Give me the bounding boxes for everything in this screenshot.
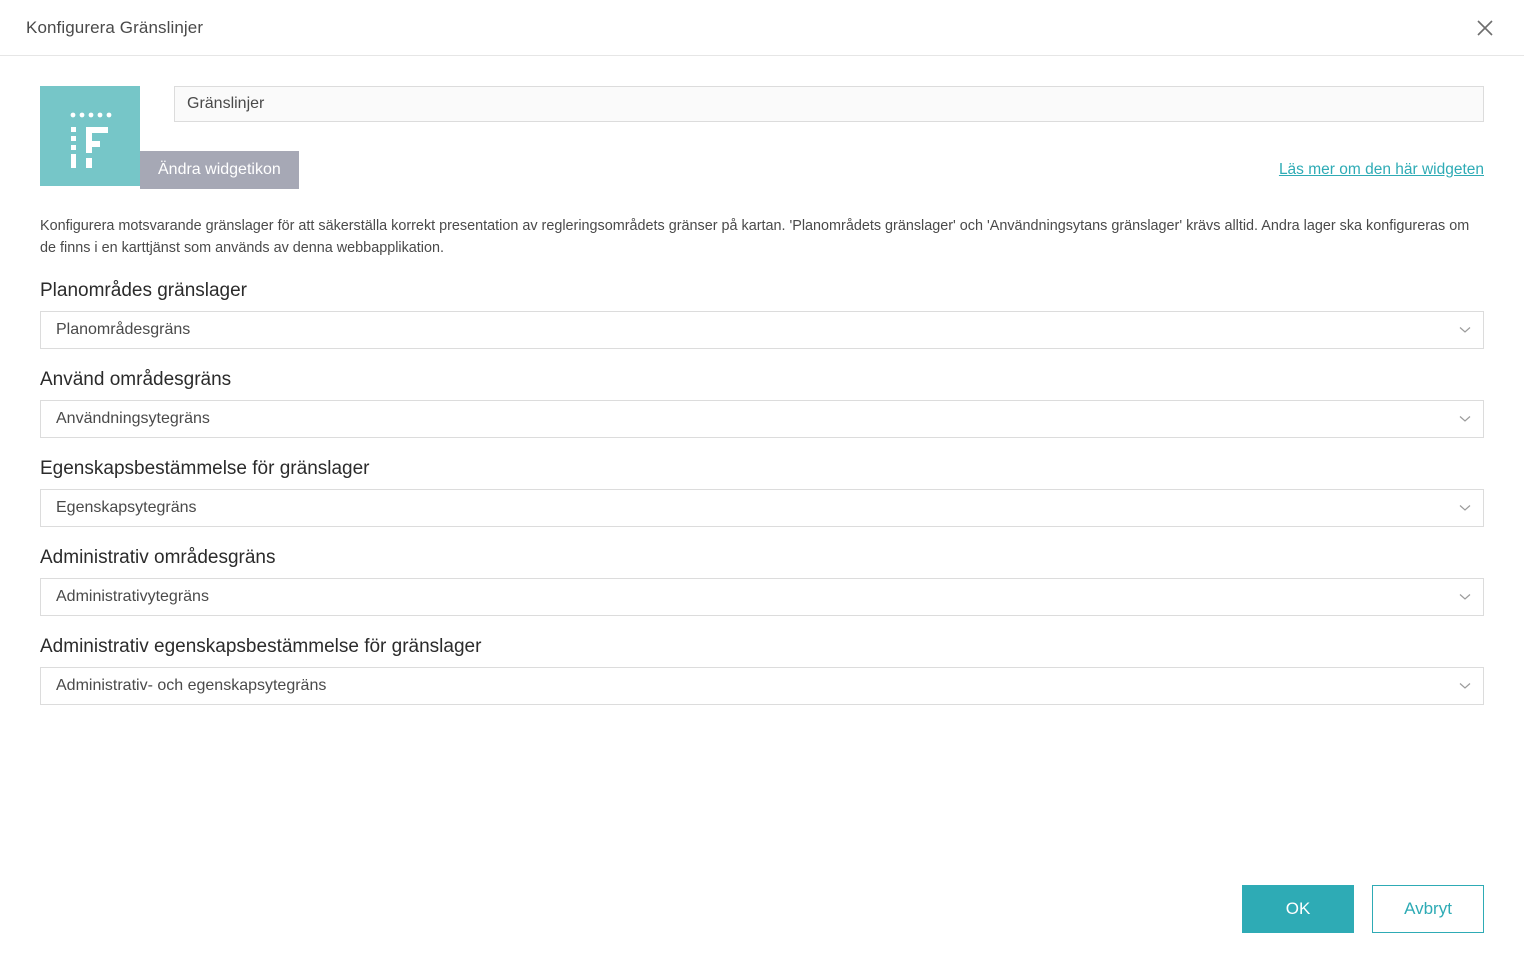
boundary-lines-widget-icon [40, 86, 140, 186]
select-administrativ-omradesgrans[interactable]: Administrativytegräns [40, 578, 1484, 616]
close-icon[interactable] [1468, 11, 1502, 45]
select-wrapper [40, 667, 1484, 705]
field-label: Använd områdesgräns [40, 368, 232, 390]
widget-settings-column [158, 86, 1484, 189]
widget-name-input[interactable] [174, 86, 1484, 122]
select-egenskapsbestammelse-granslager[interactable]: Egenskapsytegräns [40, 489, 1484, 527]
dialog-description: Konfigurera motsvarande gränslager för att säkerställa korrekt presentation av regleringsområdets gränser på kartan. 'Planområdets gränslager' och 'Användningsytans gränslager' krävs alltid. Andra lager ska konfigureras om de finns i en karttjänst som används av denna webbapplikation. [40, 218, 1470, 257]
change-widget-icon-button[interactable]: Ändra widgetikon [140, 151, 299, 189]
select-wrapper [40, 578, 1484, 616]
select-wrapper [40, 489, 1484, 527]
select-wrapper [40, 311, 1484, 349]
field-label: Administrativ områdesgräns [40, 546, 276, 568]
field-label: Egenskapsbestämmelse för gränslager [40, 457, 370, 479]
dialog-footer [0, 870, 1524, 966]
select-planomrades-granslager[interactable]: Planområdesgräns [40, 311, 1484, 349]
widget-header-row [40, 86, 1484, 189]
field-label: Administrativ egenskapsbestämmelse för gränslager [40, 635, 482, 657]
field-group-administrativ-omradesgrans [40, 547, 1484, 616]
field-group-egenskapsbestammelse-granslager [40, 458, 1484, 527]
field-group-administrativ-egenskapsbestammelse-granslager [40, 636, 1484, 705]
cancel-button[interactable]: Avbryt [1372, 885, 1484, 933]
field-group-planomrades-granslager [40, 280, 1484, 349]
dialog-body [0, 56, 1524, 870]
widget-actions-row [158, 151, 1484, 189]
field-label: Planområdes gränslager [40, 279, 248, 301]
select-administrativ-egenskapsbestammelse-granslager[interactable]: Administrativ- och egenskapsytegräns [40, 667, 1484, 705]
dialog-title: Konfigurera Gränslinjer [26, 17, 204, 37]
widget-help-link[interactable]: Läs mer om den här widgeten [1278, 161, 1484, 178]
dialog-titlebar [0, 0, 1524, 56]
ok-button[interactable]: OK [1242, 885, 1354, 933]
select-anvand-omradesgrans[interactable]: Användningsytegräns [40, 400, 1484, 438]
select-wrapper [40, 400, 1484, 438]
field-group-anvand-omradesgrans [40, 369, 1484, 438]
